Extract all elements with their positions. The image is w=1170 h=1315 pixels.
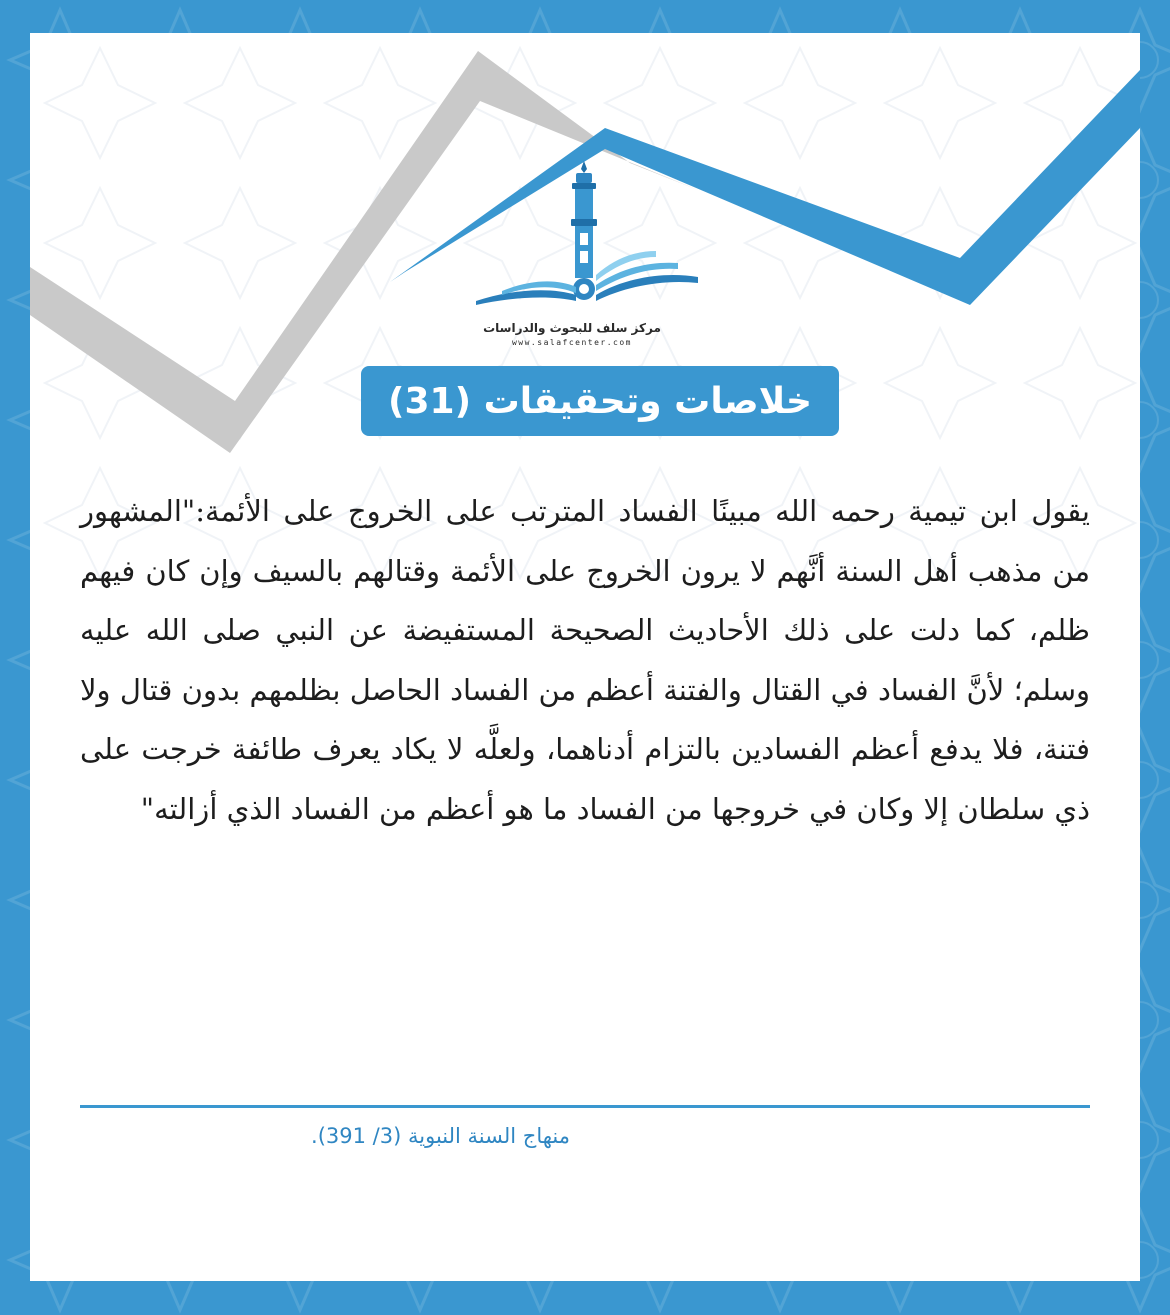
source-citation: منهاج السنة النبوية (3/ 391).	[311, 1124, 570, 1148]
divider	[80, 1105, 1090, 1108]
page-title: خلاصات وتحقيقات (31)	[388, 380, 812, 422]
minaret-book-icon	[472, 161, 702, 321]
title-badge	[361, 366, 839, 436]
quote-body: يقول ابن تيمية رحمه الله مبينًا الفساد المترتب على الخروج على الأئمة:"المشهور من مذهب أهل السنة أنَّهم لا يرون الخروج على الأئمة وقتالهم بالسيف وإن كان فيهم ظلم، كما دلت على ذلك الأحاديث الصحيحة المستفيضة عن النبي صلى الله عليه وسلم؛ لأنَّ الفساد في القتال والفتنة أعظم من الفساد الحاصل بظلمهم بدون قتال ولا فتنة، فلا يدفع أعظم الفسادين بالتزام أدناهما، ولعلَّه لا يكاد يعرف طائفة خرجت على ذي سلطان إلا وكان في خروجها من الفساد ما هو أعظم من الفساد الذي أزالته"	[80, 494, 1090, 826]
center-logo	[472, 161, 702, 386]
logo-url: www.salafcenter.com	[511, 338, 632, 347]
content-card	[30, 33, 1140, 1281]
logo-name: مركز سلف للبحوث والدراسات	[483, 321, 661, 335]
